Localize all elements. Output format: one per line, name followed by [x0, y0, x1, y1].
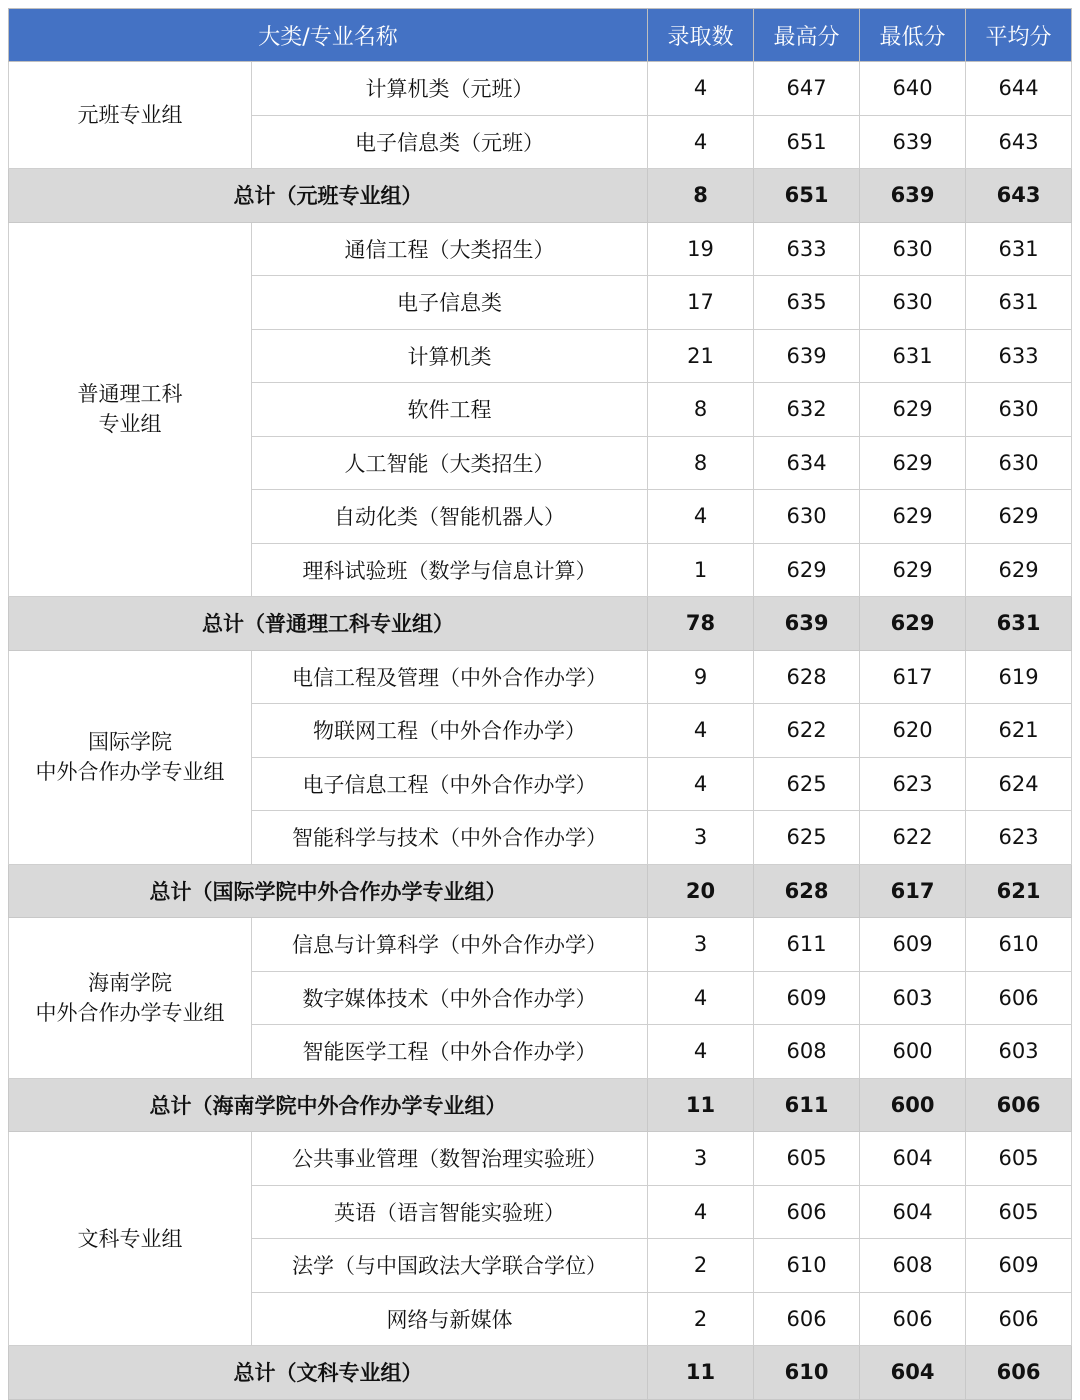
total-row — [9, 1346, 1072, 1400]
avg-score-cell: 631 — [966, 222, 1072, 276]
max-score-cell: 632 — [754, 383, 860, 437]
table-row — [9, 650, 1072, 704]
avg-score-cell: 624 — [966, 757, 1072, 811]
major-name-cell: 电子信息工程（中外合作办学） — [252, 757, 648, 811]
min-score-cell: 629 — [860, 383, 966, 437]
min-score-cell: 630 — [860, 276, 966, 330]
major-name-cell: 自动化类（智能机器人） — [252, 490, 648, 544]
total-label-cell: 总计（海南学院中外合作办学专业组） — [9, 1078, 648, 1132]
count-cell: 4 — [648, 757, 754, 811]
min-score-cell: 622 — [860, 811, 966, 865]
count-cell: 2 — [648, 1292, 754, 1346]
min-score-cell: 603 — [860, 971, 966, 1025]
total-row — [9, 597, 1072, 651]
major-name-cell: 通信工程（大类招生） — [252, 222, 648, 276]
count-cell: 3 — [648, 918, 754, 972]
min-score-cell: 640 — [860, 62, 966, 116]
table-row — [9, 1132, 1072, 1186]
count-cell: 8 — [648, 436, 754, 490]
total-count-cell: 78 — [648, 597, 754, 651]
max-score-cell: 608 — [754, 1025, 860, 1079]
max-score-cell: 634 — [754, 436, 860, 490]
avg-score-cell: 643 — [966, 115, 1072, 169]
max-score-cell: 625 — [754, 757, 860, 811]
admission-scores-table — [8, 8, 1072, 1400]
group-name-cell: 文科专业组 — [9, 1132, 252, 1346]
min-score-cell: 630 — [860, 222, 966, 276]
total-avg-cell: 606 — [966, 1078, 1072, 1132]
count-cell: 8 — [648, 383, 754, 437]
total-row — [9, 1078, 1072, 1132]
max-score-cell: 622 — [754, 704, 860, 758]
min-score-cell: 629 — [860, 543, 966, 597]
major-name-cell: 电子信息类（元班） — [252, 115, 648, 169]
avg-score-cell: 623 — [966, 811, 1072, 865]
count-cell: 1 — [648, 543, 754, 597]
min-score-cell: 623 — [860, 757, 966, 811]
major-name-cell: 电信工程及管理（中外合作办学） — [252, 650, 648, 704]
header-row — [9, 9, 1072, 62]
min-score-cell: 629 — [860, 490, 966, 544]
min-score-cell: 639 — [860, 115, 966, 169]
total-min-cell: 604 — [860, 1346, 966, 1400]
count-cell: 9 — [648, 650, 754, 704]
group-name-cell: 元班专业组 — [9, 62, 252, 169]
major-name-cell: 计算机类 — [252, 329, 648, 383]
table-row — [9, 222, 1072, 276]
major-name-cell: 网络与新媒体 — [252, 1292, 648, 1346]
avg-score-cell: 606 — [966, 971, 1072, 1025]
total-max-cell: 611 — [754, 1078, 860, 1132]
total-avg-cell: 631 — [966, 597, 1072, 651]
major-name-cell: 英语（语言智能实验班） — [252, 1185, 648, 1239]
count-cell: 2 — [648, 1239, 754, 1293]
header-min: 最低分 — [860, 9, 966, 62]
total-max-cell: 639 — [754, 597, 860, 651]
count-cell: 3 — [648, 811, 754, 865]
max-score-cell: 651 — [754, 115, 860, 169]
count-cell: 4 — [648, 490, 754, 544]
table-row — [9, 918, 1072, 972]
total-min-cell: 600 — [860, 1078, 966, 1132]
avg-score-cell: 633 — [966, 329, 1072, 383]
admission-table-container — [8, 8, 1071, 1400]
max-score-cell: 629 — [754, 543, 860, 597]
header-major: 大类/专业名称 — [9, 9, 648, 62]
max-score-cell: 633 — [754, 222, 860, 276]
min-score-cell: 608 — [860, 1239, 966, 1293]
total-min-cell: 639 — [860, 169, 966, 223]
avg-score-cell: 644 — [966, 62, 1072, 116]
min-score-cell: 604 — [860, 1132, 966, 1186]
count-cell: 21 — [648, 329, 754, 383]
avg-score-cell: 629 — [966, 490, 1072, 544]
total-row — [9, 169, 1072, 223]
total-count-cell: 20 — [648, 864, 754, 918]
total-max-cell: 628 — [754, 864, 860, 918]
count-cell: 4 — [648, 115, 754, 169]
min-score-cell: 604 — [860, 1185, 966, 1239]
avg-score-cell: 609 — [966, 1239, 1072, 1293]
avg-score-cell: 606 — [966, 1292, 1072, 1346]
major-name-cell: 智能医学工程（中外合作办学） — [252, 1025, 648, 1079]
avg-score-cell: 629 — [966, 543, 1072, 597]
major-name-cell: 软件工程 — [252, 383, 648, 437]
group-name-cell: 普通理工科 专业组 — [9, 222, 252, 597]
min-score-cell: 600 — [860, 1025, 966, 1079]
total-label-cell: 总计（文科专业组） — [9, 1346, 648, 1400]
count-cell: 4 — [648, 704, 754, 758]
total-max-cell: 610 — [754, 1346, 860, 1400]
max-score-cell: 630 — [754, 490, 860, 544]
max-score-cell: 605 — [754, 1132, 860, 1186]
avg-score-cell: 631 — [966, 276, 1072, 330]
major-name-cell: 物联网工程（中外合作办学） — [252, 704, 648, 758]
count-cell: 17 — [648, 276, 754, 330]
avg-score-cell: 630 — [966, 436, 1072, 490]
header-max: 最高分 — [754, 9, 860, 62]
max-score-cell: 610 — [754, 1239, 860, 1293]
total-min-cell: 629 — [860, 597, 966, 651]
avg-score-cell: 610 — [966, 918, 1072, 972]
avg-score-cell: 605 — [966, 1185, 1072, 1239]
group-name-cell: 国际学院 中外合作办学专业组 — [9, 650, 252, 864]
avg-score-cell: 630 — [966, 383, 1072, 437]
count-cell: 4 — [648, 1185, 754, 1239]
avg-score-cell: 605 — [966, 1132, 1072, 1186]
min-score-cell: 617 — [860, 650, 966, 704]
major-name-cell: 公共事业管理（数智治理实验班） — [252, 1132, 648, 1186]
total-count-cell: 11 — [648, 1346, 754, 1400]
total-label-cell: 总计（元班专业组） — [9, 169, 648, 223]
count-cell: 4 — [648, 62, 754, 116]
min-score-cell: 609 — [860, 918, 966, 972]
table-body — [9, 62, 1072, 1400]
table-row — [9, 62, 1072, 116]
header-avg: 平均分 — [966, 9, 1072, 62]
total-max-cell: 651 — [754, 169, 860, 223]
max-score-cell: 611 — [754, 918, 860, 972]
group-name-cell: 海南学院 中外合作办学专业组 — [9, 918, 252, 1079]
total-row — [9, 864, 1072, 918]
major-name-cell: 计算机类（元班） — [252, 62, 648, 116]
major-name-cell: 理科试验班（数学与信息计算） — [252, 543, 648, 597]
count-cell: 3 — [648, 1132, 754, 1186]
max-score-cell: 628 — [754, 650, 860, 704]
total-label-cell: 总计（国际学院中外合作办学专业组） — [9, 864, 648, 918]
count-cell: 19 — [648, 222, 754, 276]
total-count-cell: 11 — [648, 1078, 754, 1132]
max-score-cell: 625 — [754, 811, 860, 865]
total-min-cell: 617 — [860, 864, 966, 918]
total-avg-cell: 606 — [966, 1346, 1072, 1400]
min-score-cell: 631 — [860, 329, 966, 383]
major-name-cell: 法学（与中国政法大学联合学位） — [252, 1239, 648, 1293]
max-score-cell: 606 — [754, 1292, 860, 1346]
avg-score-cell: 619 — [966, 650, 1072, 704]
table-header — [9, 9, 1072, 62]
count-cell: 4 — [648, 1025, 754, 1079]
min-score-cell: 620 — [860, 704, 966, 758]
total-label-cell: 总计（普通理工科专业组） — [9, 597, 648, 651]
header-count: 录取数 — [648, 9, 754, 62]
min-score-cell: 629 — [860, 436, 966, 490]
major-name-cell: 智能科学与技术（中外合作办学） — [252, 811, 648, 865]
max-score-cell: 647 — [754, 62, 860, 116]
major-name-cell: 信息与计算科学（中外合作办学） — [252, 918, 648, 972]
avg-score-cell: 621 — [966, 704, 1072, 758]
total-avg-cell: 643 — [966, 169, 1072, 223]
min-score-cell: 606 — [860, 1292, 966, 1346]
count-cell: 4 — [648, 971, 754, 1025]
avg-score-cell: 603 — [966, 1025, 1072, 1079]
major-name-cell: 人工智能（大类招生） — [252, 436, 648, 490]
max-score-cell: 635 — [754, 276, 860, 330]
total-count-cell: 8 — [648, 169, 754, 223]
max-score-cell: 606 — [754, 1185, 860, 1239]
major-name-cell: 电子信息类 — [252, 276, 648, 330]
total-avg-cell: 621 — [966, 864, 1072, 918]
max-score-cell: 639 — [754, 329, 860, 383]
max-score-cell: 609 — [754, 971, 860, 1025]
major-name-cell: 数字媒体技术（中外合作办学） — [252, 971, 648, 1025]
